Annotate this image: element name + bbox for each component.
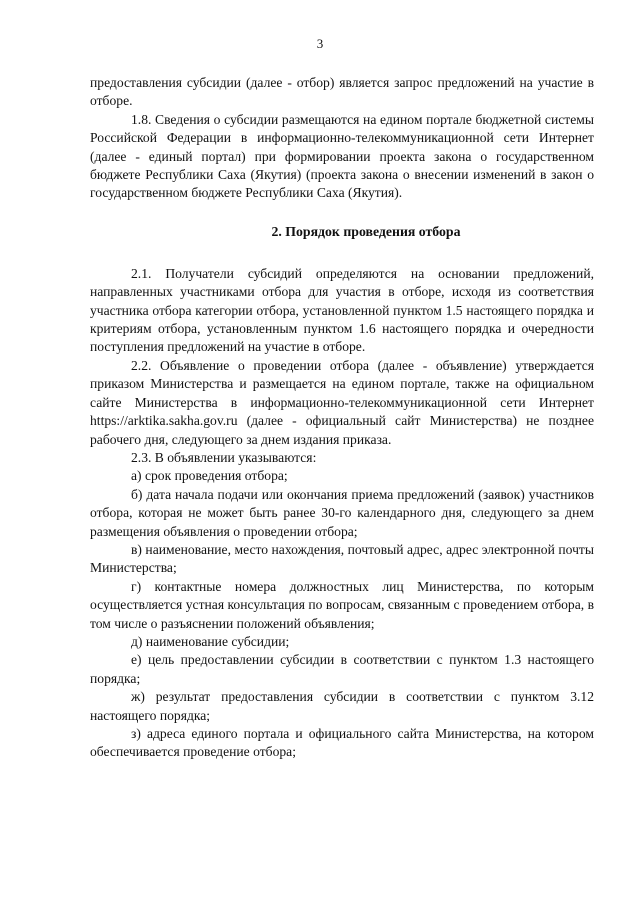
paragraph-continuation: предоставления субсидии (далее - отбор) является запрос предложений на участие в отборе. — [90, 75, 594, 109]
list-item-g: г) контактные номера должностных лиц Министерства, по которым осуществляется устная консультация по вопросам, связанным с проведением отбора, в том числе о разъяснении положений объявления; — [90, 578, 594, 631]
page-number: 3 — [316, 36, 324, 51]
list-item-b: б) дата начала подачи или окончания приема предложений (заявок) участников отбора, которая не может быть ранее 30-го календарного дня, следующего за днем размещения объявления о проведении отбора; — [90, 486, 594, 539]
list-item-d: д) наименование субсидии; — [131, 633, 290, 649]
list-item-zh: ж) результат предоставления субсидии в соответствии с пунктом 3.12 настоящего порядка; — [90, 689, 594, 723]
paragraph-2-1: 2.1. Получатели субсидий определяются на основании предложений, направленных участниками отбора для участия в отборе, исходя из соответствия участника отбора категории отбора, установленной пунктом 1.5 настоящего порядка и критериям отбора, установленным пунктом 1.6 настоящего порядка и очередности поступления предложений на участие в отборе. — [90, 265, 594, 355]
list-item-z: з) адреса единого портала и официального сайта Министерства, на котором обеспечивается проведение отбора; — [90, 726, 594, 760]
list-item-a: а) срок проведения отбора; — [131, 468, 288, 484]
section-heading: 2. Порядок проведения отбора — [271, 223, 461, 239]
list-item-v: в) наименование, место нахождения, почтовый адрес, адрес электронной почты Министерства; — [90, 541, 594, 576]
list-item-e: е) цель предоставлении субсидии в соответствии с пунктом 1.3 настоящего порядка; — [90, 652, 594, 686]
paragraph-2-2: 2.2. Объявление о проведении отбора (далее - объявление) утверждается приказом Министерства и размещается на едином портале, также на официальном сайте Министерства в информационно-телекоммуникационной сети Интернет https://arktika.sakha.gov.ru (далее - официальный сайт Министерства) не позднее рабочего дня, следующего за днем издания приказа. — [90, 357, 594, 447]
document-body — [90, 74, 594, 762]
paragraph-2-3: 2.3. В объявлении указываются: — [131, 449, 317, 465]
paragraph-1-8: 1.8. Сведения о субсидии размещаются на едином портале бюджетной системы Российской Федерации в информационно-телекоммуникационной сети Интернет (далее - единый портал) при формировании проекта закона о государственном бюджете Республики Саха (Якутия) (проекта закона о внесении изменений в закон о государственном бюджете Республики Саха (Якутия). — [90, 111, 594, 201]
